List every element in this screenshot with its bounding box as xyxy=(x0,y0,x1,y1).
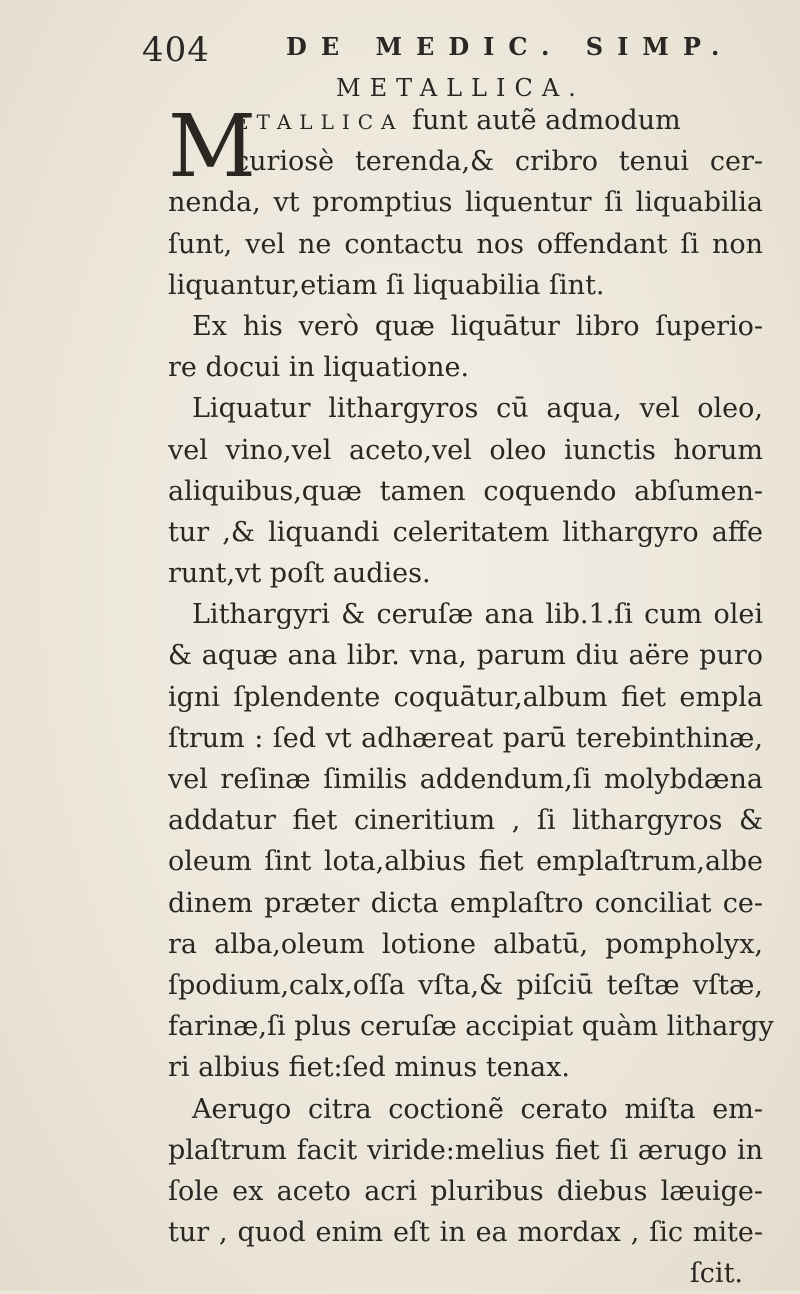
text-line: re docui in liquatione. xyxy=(168,352,470,384)
text-line: curiosè terenda,& cribro tenui cer- xyxy=(234,146,763,178)
text-line: Ex his verò quæ liquātur libro ſuperio- xyxy=(192,310,763,342)
text-line: aliquibus,quæ tamen coquendo abſumen- xyxy=(168,475,763,507)
text-line: ſunt, vel ne contactu nos offendant ſi non xyxy=(168,228,763,260)
section-title: METALLICA. xyxy=(336,74,585,102)
text-line: plaſtrum facit viride:melius fiet ſi ærugo in xyxy=(168,1134,763,1166)
text-line: liquantur,etiam ſi liquabilia ſint. xyxy=(168,269,605,301)
text-line: dinem præter dicta emplaſtro conciliat ce- xyxy=(168,887,763,919)
text-line: ri albius fiet:ſed minus tenax. xyxy=(168,1052,570,1084)
text-line: Liquatur lithargyros cū aqua, vel oleo, xyxy=(192,393,763,425)
text-line: oleum ſint lota,albius fiet emplaſtrum,albe xyxy=(168,846,763,878)
text-line: ſpodium,calx,oſſa vſta,& piſciū teſtæ vſtæ, xyxy=(168,969,763,1001)
text-line: tur , quod enim eſt in ea mordax , ſic mite- xyxy=(168,1217,763,1249)
text-line: addatur fiet cineritium , ſi lithargyros & xyxy=(168,805,763,837)
text-line: Aerugo citra coctionẽ cerato miſta em- xyxy=(192,1093,763,1125)
body-text xyxy=(168,97,774,1294)
text-line: runt,vt poſt audies. xyxy=(168,558,431,590)
text-line: tur ,& liquandi celeritatem lithargyro affe xyxy=(168,516,763,548)
text-line: vel reſinæ ſimilis addendum,ſi molybdæna xyxy=(168,764,763,795)
page-number: 404 xyxy=(142,30,210,70)
text-line xyxy=(168,100,763,141)
text-line: ſole ex aceto acri pluribus diebus læuige- xyxy=(168,1175,763,1207)
first-word-smallcaps: ETALLICA xyxy=(234,110,404,134)
catchword: ſcit. xyxy=(689,1258,743,1290)
text-line: farinæ,ſi plus ceruſæ accipiat quàm lithargy xyxy=(168,1011,774,1043)
first-line-rest: funt autẽ admodum xyxy=(403,105,681,136)
drop-cap: M xyxy=(168,97,257,197)
text-line: nenda, vt promptius liquentur ſi liquabilia xyxy=(168,187,763,219)
text-lines xyxy=(168,97,774,1294)
running-head: DE MEDIC. SIMP. xyxy=(286,32,734,61)
text-line: Lithargyri & ceruſæ ana lib.1.ſi cum olei xyxy=(192,599,763,631)
page-header xyxy=(0,24,800,74)
text-line: ra alba,oleum lotione albatū, pompholyx, xyxy=(168,928,763,960)
text-line: igni ſplendente coquātur,album fiet empla xyxy=(168,681,763,713)
text-line: & aquæ ana libr. vna, parum diu aëre puro xyxy=(168,640,763,672)
text-line: vel vino,vel aceto,vel oleo iunctis horum xyxy=(168,434,763,466)
text-line: ſtrum : ſed vt adhæreat parū terebinthinæ, xyxy=(168,722,763,754)
